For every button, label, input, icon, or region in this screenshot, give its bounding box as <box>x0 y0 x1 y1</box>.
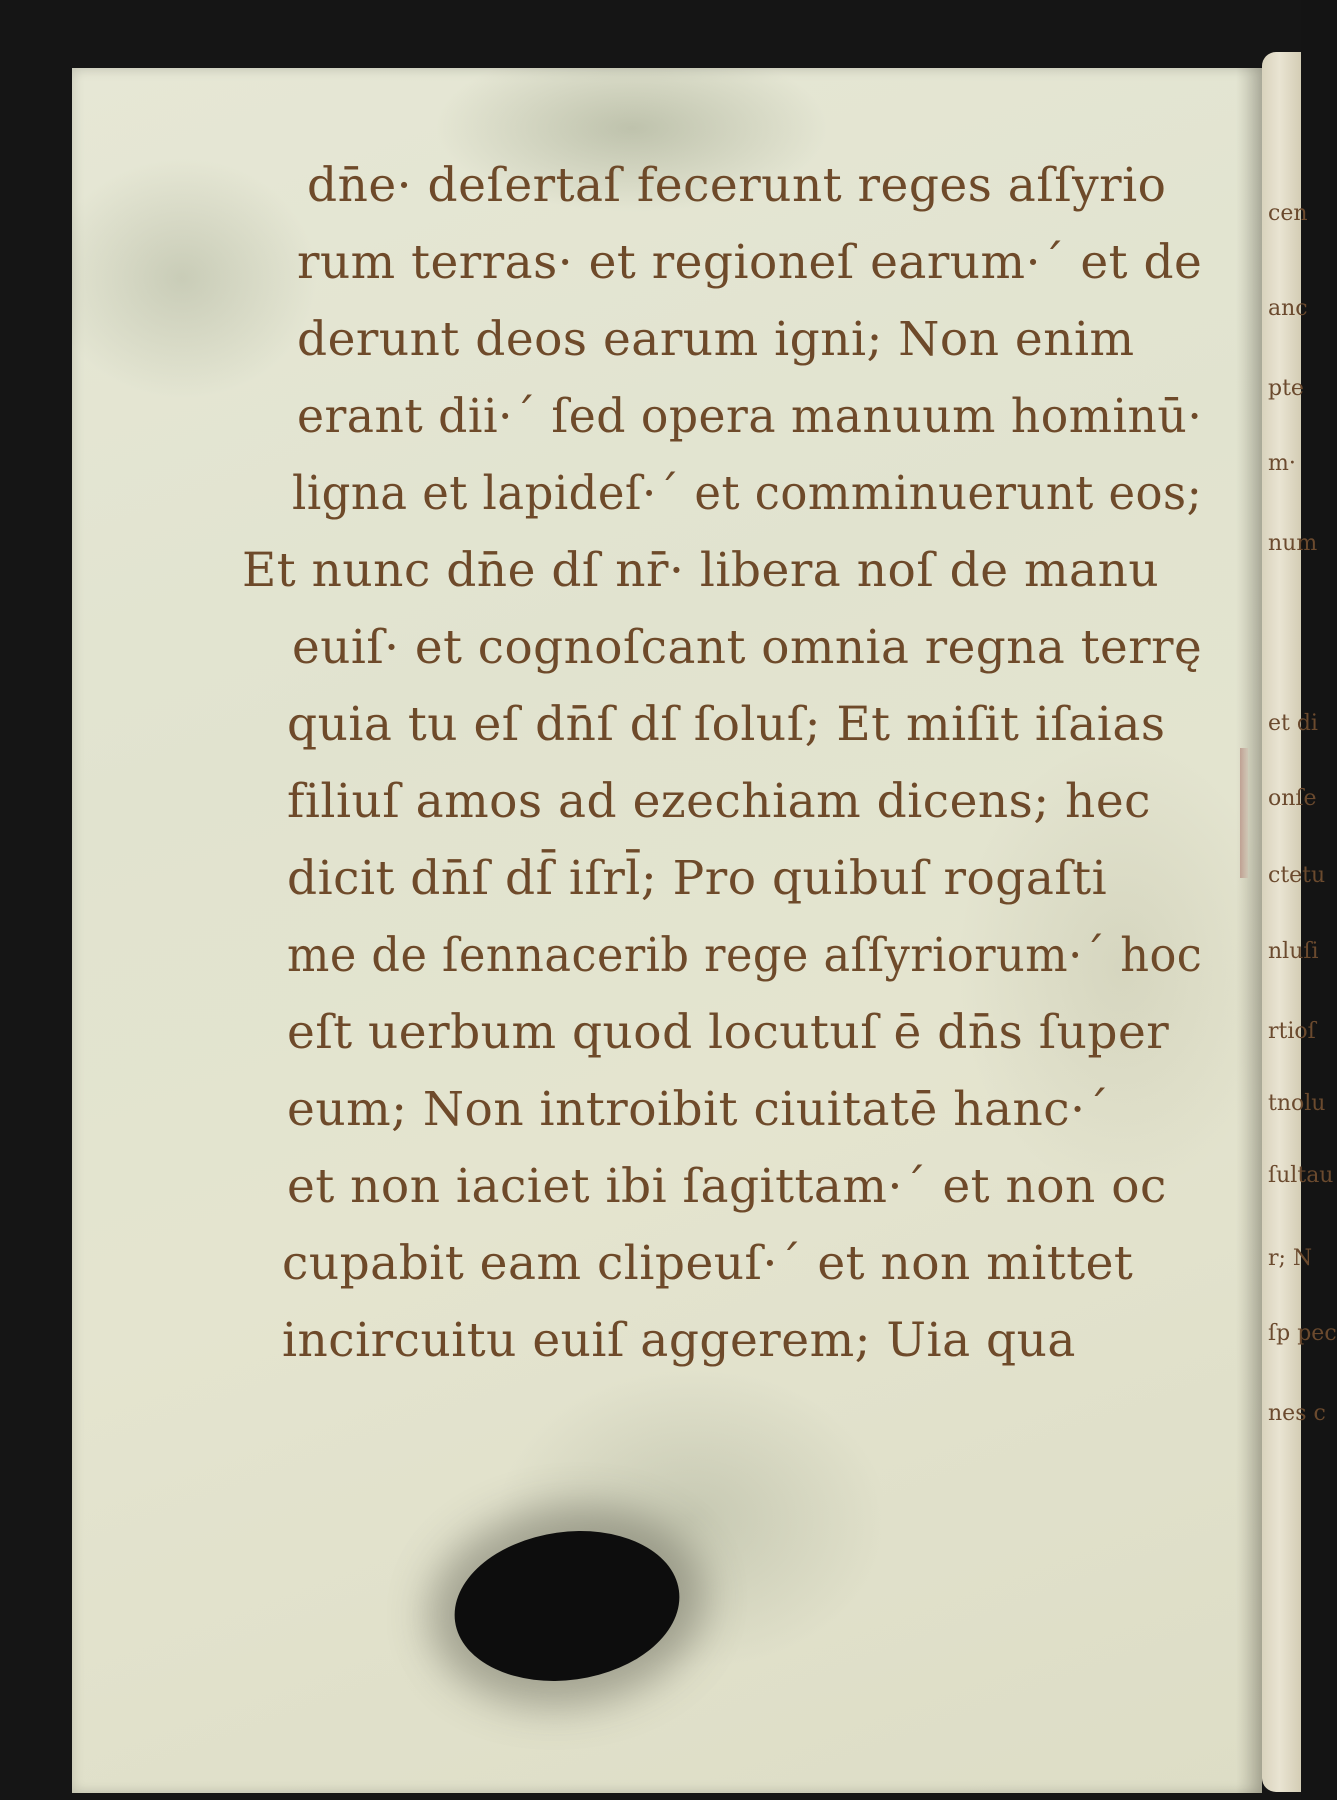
text-line: et non iaciet ibi ſagittam·ˊ et non oc <box>287 1159 1167 1214</box>
next-leaf-fragment: tnolu <box>1268 1091 1326 1116</box>
next-leaf-fragment: pte <box>1268 376 1304 401</box>
text-line: eum; Non introibit ciuitatē hanc·ˊ <box>287 1082 1110 1137</box>
text-line: derunt deos earum igni; Non enim <box>297 312 1135 367</box>
next-leaf-fragment: ſp pec <box>1268 1321 1337 1346</box>
next-leaf-fragment: ctetu <box>1268 863 1326 888</box>
next-leaf-fragment: r; N <box>1268 1246 1313 1271</box>
text-line: Et nunc dn̄e dſ nr̄· libera noſ de manu <box>242 543 1160 598</box>
text-line: erant dii·ˊ ſed opera manuum hominū· <box>297 389 1203 444</box>
text-block <box>72 68 1262 1793</box>
next-leaf-fragment: onſe <box>1268 786 1317 811</box>
text-line: quia tu eſ dn̄ſ dſ ſoluſ; Et miſit iſaias <box>287 697 1166 752</box>
text-line: dn̄e· deſertaſ fecerunt reges aſſyrio <box>307 158 1167 213</box>
text-line: cupabit eam clipeuſ·ˊ et non mittet <box>282 1236 1134 1291</box>
text-line: incircuitu euiſ aggerem; Uia qua <box>282 1313 1076 1368</box>
next-leaf-fragment: nluſi <box>1268 939 1319 964</box>
text-line: me de ſennacerib rege aſſyriorum·ˊ hoc <box>287 928 1203 983</box>
text-line: rum terras· et regioneſ earum·ˊ et de <box>297 235 1203 290</box>
next-leaf-fragment: num <box>1268 531 1318 556</box>
next-leaf-fragment: et di <box>1268 711 1318 736</box>
vellum-folio <box>72 68 1262 1793</box>
next-leaf-fragment: m· <box>1268 451 1296 476</box>
next-leaf-fragment: cen <box>1268 201 1308 226</box>
next-leaf-fragment: anc <box>1268 296 1308 321</box>
text-line: filiuſ amos ad ezechiam dicens; hec <box>287 774 1151 829</box>
text-line: euiſ· et cognoſcant omnia regna terrę <box>292 620 1203 675</box>
next-leaf-fragment: ſultau <box>1268 1163 1334 1188</box>
next-leaf-fragment: nes c <box>1268 1401 1326 1426</box>
text-line: ligna et lapideſ·ˊ et comminuerunt eos; <box>292 466 1203 521</box>
next-leaf-edge <box>1262 52 1337 1792</box>
text-line: dicit dn̄ſ dſ̄ iſrl̄; Pro quibuſ rogaſti <box>287 851 1108 906</box>
next-leaf-fragment: rtioſ <box>1268 1019 1316 1044</box>
text-line: eſt uerbum quod locutuſ ē dn̄s ſuper <box>287 1005 1170 1060</box>
